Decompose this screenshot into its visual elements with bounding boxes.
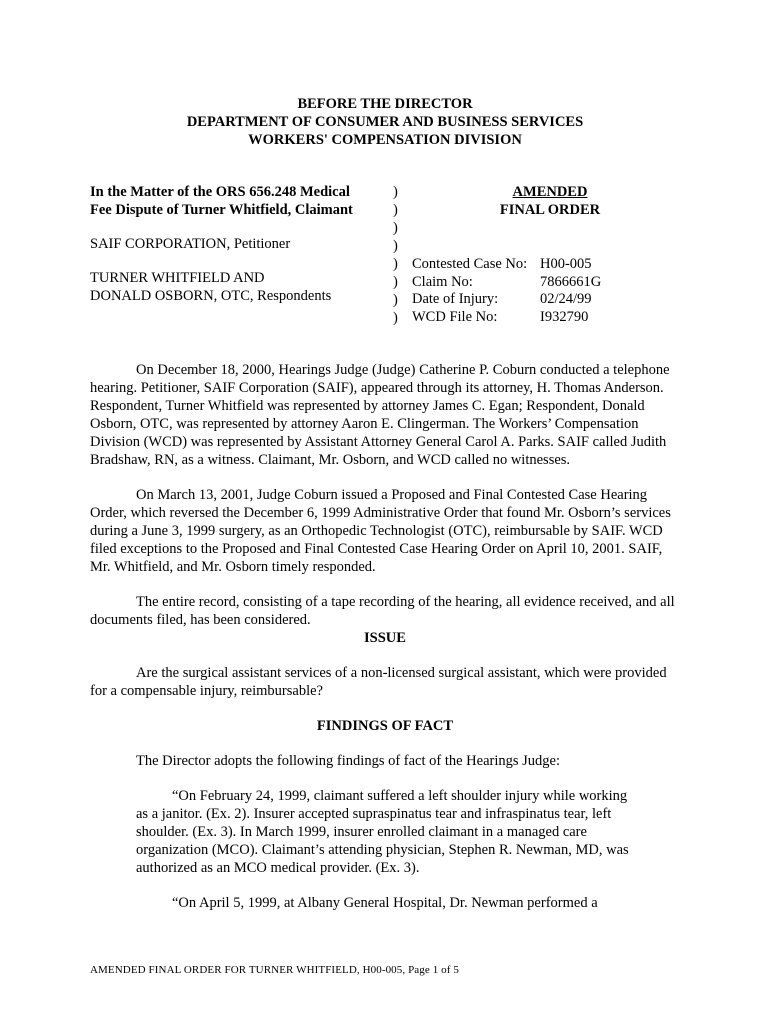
case-info-row <box>412 290 601 308</box>
paren: ) <box>393 256 398 272</box>
paren: ) <box>393 292 398 308</box>
case-info-value: H00-005 <box>540 256 592 272</box>
findings-heading: FINDINGS OF FACT <box>316 718 454 734</box>
document-header <box>0 95 770 149</box>
case-info-row <box>412 308 601 326</box>
paragraph-record: The entire record, consisting of a tape recording of the hearing, all evidence received, and all documents filed, has been considered. <box>90 594 675 628</box>
case-info-value: 02/24/99 <box>540 291 592 307</box>
respondent-line-1: TURNER WHITFIELD AND <box>90 270 265 286</box>
matter-line-1: In the Matter of the ORS 656.248 Medical <box>90 184 350 200</box>
order-body <box>90 361 680 912</box>
petitioner: SAIF CORPORATION, Petitioner <box>90 236 291 252</box>
case-info-label: Claim No: <box>412 273 473 290</box>
paren: ) <box>393 274 398 290</box>
matter-line-2: Fee Dispute of Turner Whitfield, Claimant <box>90 202 353 218</box>
amended-label: AMENDED <box>512 184 588 200</box>
case-info-row <box>412 255 601 273</box>
paren: ) <box>393 220 398 236</box>
issue-heading: ISSUE <box>364 630 406 646</box>
case-info-row <box>412 273 601 291</box>
case-caption <box>90 183 390 305</box>
case-info-label: WCD File No: <box>412 308 498 325</box>
caption-parens <box>393 183 405 327</box>
final-order-label: FINAL ORDER <box>499 202 601 218</box>
case-info-label: Date of Injury: <box>412 291 499 307</box>
quote-paragraph-1: “On February 24, 1999, claimant suffered a left shoulder injury while working as a janitor. (Ex. 2). Insurer accepted supraspinatus tear and infraspinatus tear, left shoulder. (Ex. 3). In March 1999, insurer enrolled claimant in a managed care organization (MCO). Claimant’s attending physician, Stephen R. Newman, MD, was authorized as an MCO medical provider. (Ex. 3). <box>136 788 629 876</box>
case-info-value: 7866661G <box>540 273 602 290</box>
case-info-value: I932790 <box>540 308 589 325</box>
paragraph-hearing: On December 18, 2000, Hearings Judge (Judge) Catherine P. Coburn conducted a telephone hearing. Petitioner, SAIF Corporation (SAIF), appeared through its attorney, H. Thomas Anderson. Respondent, Turner Whitfield was represented by attorney James C. Egan; Respondent, Donald Osborn, OTC, was represented by attorney Aaron E. Clingerman. The Workers’ Compensation Division (WCD) was represented by Assistant Attorney General Carol A. Parks. SAIF called Judith Bradshaw, RN, as a witness. Claimant, Mr. Osborn, and WCD called no witnesses. <box>90 362 670 468</box>
paragraph-issue: Are the surgical assistant services of a non-licensed surgical assistant, which were provided for a compensable injury, reimbursable? <box>90 665 667 699</box>
case-info-label: Contested Case No: <box>412 256 528 272</box>
respondent-line-2: DONALD OSBORN, OTC, Respondents <box>90 288 332 304</box>
paren: ) <box>393 310 398 326</box>
quoted-findings <box>136 787 636 912</box>
paragraph-findings-intro: The Director adopts the following findings of fact of the Hearings Judge: <box>136 753 561 769</box>
order-title <box>450 183 650 219</box>
case-info <box>412 255 601 325</box>
page-footer: AMENDED FINAL ORDER FOR TURNER WHITFIELD, H00-005, Page 1 of 5 <box>90 964 459 976</box>
paren: ) <box>393 238 398 254</box>
header-line-1: BEFORE THE DIRECTOR <box>297 96 473 112</box>
header-line-3: WORKERS' COMPENSATION DIVISION <box>248 132 522 148</box>
header-line-2: DEPARTMENT OF CONSUMER AND BUSINESS SERVICES <box>186 114 584 130</box>
paren: ) <box>393 184 398 200</box>
paragraph-proposed-order: On March 13, 2001, Judge Coburn issued a Proposed and Final Contested Case Hearing Order, which reversed the December 6, 1999 Administrative Order that found Mr. Osborn’s services during a June 3, 1999 surgery, as an Orthopedic Technologist (OTC), reimbursable by SAIF. WCD filed exceptions to the Proposed and Final Contested Case Hearing Order on April 10, 2001. SAIF, Mr. Whitfield, and Mr. Osborn timely responded. <box>90 487 671 575</box>
paren: ) <box>393 202 398 218</box>
quote-paragraph-2: “On April 5, 1999, at Albany General Hospital, Dr. Newman performed a <box>172 895 598 911</box>
